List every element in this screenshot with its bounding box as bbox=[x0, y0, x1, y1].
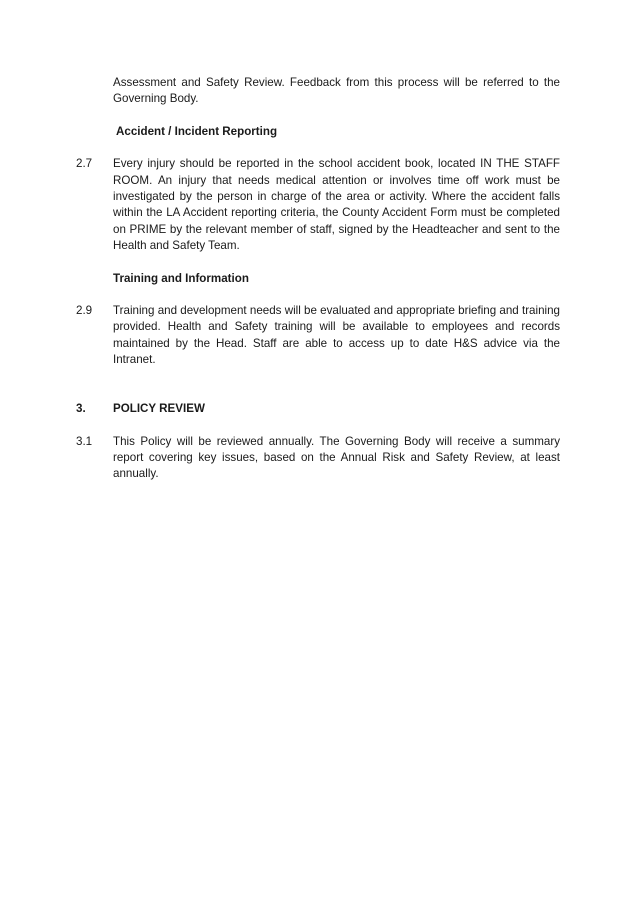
spacer bbox=[76, 140, 560, 156]
section-heading-policy-review bbox=[76, 401, 560, 417]
paragraph-text: This Policy will be reviewed annually. The Governing Body will receive a summary report covering key issues, based on the Annual Risk and Safety Review, at least annually. bbox=[113, 434, 560, 481]
heading-text: Accident / Incident Reporting bbox=[116, 124, 278, 138]
heading-text: Training and Information bbox=[113, 271, 249, 285]
spacer bbox=[76, 254, 560, 270]
document-body bbox=[76, 75, 560, 482]
numbered-paragraph-2-9 bbox=[76, 303, 560, 368]
heading-accident-incident-reporting bbox=[76, 124, 560, 140]
numbered-paragraph-2-7 bbox=[76, 156, 560, 254]
paragraph-number: 2.7 bbox=[76, 157, 93, 171]
paragraph-number: 3.1 bbox=[76, 434, 93, 448]
spacer bbox=[76, 368, 560, 401]
heading-training-and-information bbox=[76, 271, 560, 287]
paragraph-text: Training and development needs will be evaluated and appropriate briefing and training provided. Health and Safety training will be available to employees and records maintained by the Head. Staff are able to access up to date H&S advice via the Intranet. bbox=[113, 304, 560, 367]
section-heading-text: POLICY REVIEW bbox=[113, 401, 205, 415]
paragraph-number: 2.9 bbox=[76, 304, 93, 318]
spacer bbox=[76, 108, 560, 124]
spacer bbox=[76, 287, 560, 303]
section-number: 3. bbox=[76, 401, 86, 415]
paragraph-continuation bbox=[76, 75, 560, 108]
paragraph-text: Every injury should be reported in the school accident book, located IN THE STAFF ROOM. An injury that needs medical attention or involves time off work must be investigated by the person in charge of the area or activity. Where the accident falls within the LA Accident reporting criteria, the County Accident Form must be completed on PRIME by the relevant member of staff, signed by the Headteacher and sent to the Health and Safety Team. bbox=[113, 157, 560, 252]
paragraph-text: Assessment and Safety Review. Feedback from this process will be referred to the Governing Body. bbox=[113, 76, 560, 106]
spacer bbox=[76, 417, 560, 433]
numbered-paragraph-3-1 bbox=[76, 434, 560, 483]
